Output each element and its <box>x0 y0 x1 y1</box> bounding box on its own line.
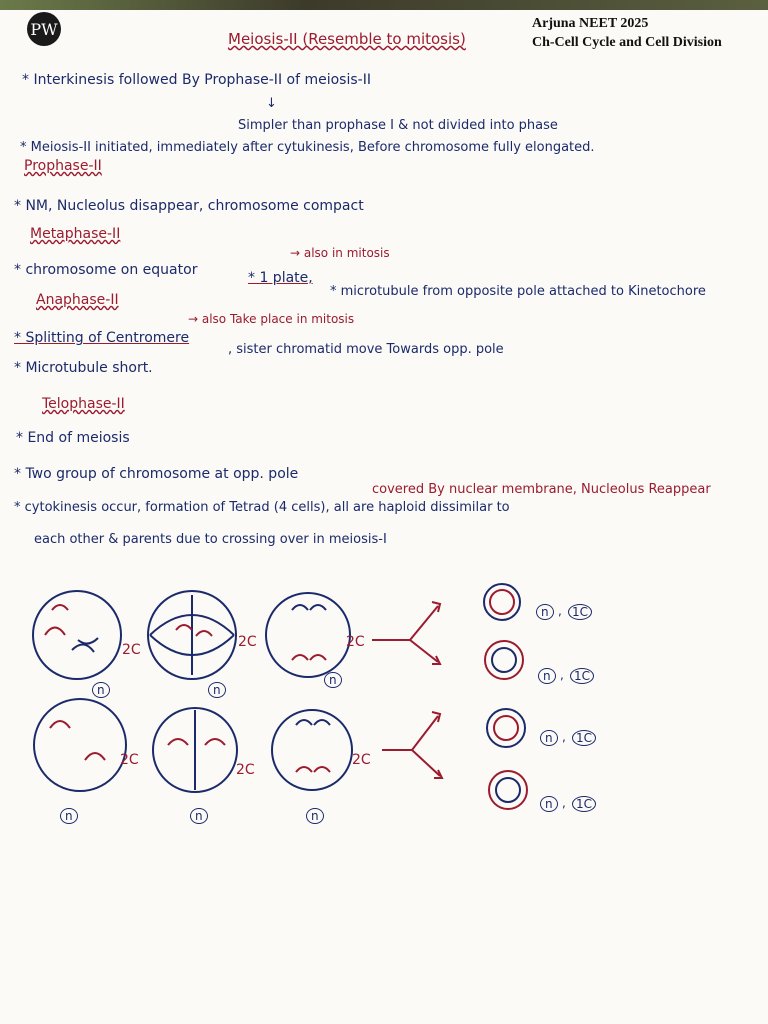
label-n-4: n <box>60 808 78 824</box>
cell-metaphase-top <box>148 591 236 679</box>
cell-anaphase-top <box>266 593 350 677</box>
cell-prophase-top <box>33 591 121 679</box>
daughter-sep-4: , <box>562 796 566 810</box>
label-2c-6: 2C <box>352 752 371 768</box>
label-n-6: n <box>306 808 324 824</box>
line-nuclear-membrane: covered By nuclear membrane, Nucleolus Reappear <box>372 482 711 497</box>
line-splitting-centromere: * Splitting of Centromere <box>14 330 190 346</box>
daughter-1c-3: 1C <box>572 730 596 746</box>
daughter-1c-1: 1C <box>568 604 592 620</box>
note-also-mitosis: → also in mitosis <box>290 246 390 260</box>
top-edge <box>0 0 768 10</box>
label-2c-2: 2C <box>238 634 257 650</box>
label-n-5: n <box>190 808 208 824</box>
heading-prophase-ii: Prophase-II <box>24 158 102 174</box>
daughter-1c-4: 1C <box>572 796 596 812</box>
line-end-meiosis: * End of meiosis <box>16 430 130 446</box>
daughter-n-3: n <box>540 730 558 746</box>
daughter-sep-1: , <box>558 604 562 618</box>
label-n-3: n <box>324 672 342 688</box>
fork-arrow-bottom <box>382 712 442 778</box>
daughter-sep-2: , <box>560 668 564 682</box>
daughter-cells <box>484 584 527 809</box>
line-microtubule-kinetochore: * microtubule from opposite pole attached to Kinetochore <box>330 284 706 299</box>
line-meiosis-ii-initiated: * Meiosis-II initiated, immediately after cytukinesis, Before chromosome fully elongated. <box>20 140 595 155</box>
label-n-2: n <box>208 682 226 698</box>
line-two-group: * Two group of chromosome at opp. pole <box>14 466 299 482</box>
line-sister-chromatid: , sister chromatid move Towards opp. pole <box>228 342 504 357</box>
note-simpler: Simpler than prophase I & not divided into phase <box>238 118 558 133</box>
label-2c-1: 2C <box>122 642 141 658</box>
chapter-title: Ch-Cell Cycle and Cell Division <box>532 35 722 50</box>
line-crossing-over: each other & parents due to crossing over in meiosis-I <box>34 532 387 547</box>
daughter-sep-3: , <box>562 730 566 744</box>
course-title: Arjuna NEET 2025 <box>532 16 649 31</box>
heading-metaphase-ii: Metaphase-II <box>30 226 121 242</box>
arrow-down: ↓ <box>266 96 277 111</box>
daughter-n-1: n <box>536 604 554 620</box>
daughter-n-4: n <box>540 796 558 812</box>
label-2c-5: 2C <box>236 762 255 778</box>
note-also-mitosis-2: → also Take place in mitosis <box>188 312 355 326</box>
line-microtubule-short: * Microtubule short. <box>14 360 153 376</box>
daughter-n-2: n <box>538 668 556 684</box>
cell-metaphase-bottom <box>153 708 237 792</box>
heading-anaphase-ii: Anaphase-II <box>36 292 119 308</box>
line-cytokinesis-tetrad: * cytokinesis occur, formation of Tetrad (4 cells), all are haploid dissimilar to <box>14 500 510 515</box>
daughter-1c-2: 1C <box>570 668 594 684</box>
meiosis-ii-diagram <box>0 580 768 840</box>
label-2c-4: 2C <box>120 752 139 768</box>
line-nm-nucleolus: * NM, Nucleolus disappear, chromosome compact <box>14 198 364 214</box>
line-plate: * 1 plate, <box>248 270 313 286</box>
heading-telophase-ii: Telophase-II <box>42 396 125 412</box>
fork-arrow-top <box>372 602 440 664</box>
pw-logo: PW <box>27 12 61 46</box>
cell-prophase-bottom <box>34 699 126 791</box>
page-title: Meiosis-II (Resemble to mitosis) <box>228 30 466 48</box>
label-2c-3: 2C <box>346 634 365 650</box>
line-interkinesis: * Interkinesis followed By Prophase-II of meiosis-II <box>22 72 371 88</box>
line-chromosome-equator: * chromosome on equator <box>14 262 198 278</box>
cell-anaphase-bottom <box>272 710 352 790</box>
label-n-1: n <box>92 682 110 698</box>
